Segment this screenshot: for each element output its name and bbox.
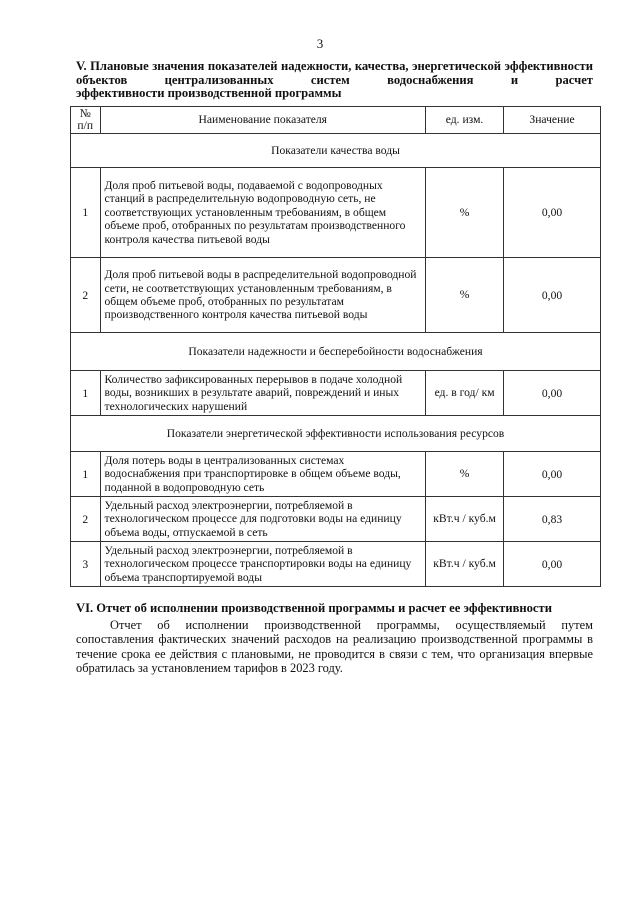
group-title: Показатели энергетической эффективности использования ресурсов [71, 416, 601, 452]
table-header-row [71, 107, 601, 134]
row-unit: кВт.ч / куб.м [426, 497, 504, 542]
row-name: Доля потерь воды в централизованных системах водоснабжения при транспортировке в общем объеме воды, поданной в водопроводную сеть [100, 452, 426, 497]
row-num: 1 [71, 371, 101, 416]
group-row-water-quality [71, 134, 601, 168]
row-unit: % [426, 168, 504, 258]
section-6-title: VI. Отчет об исполнении производственной программы и расчет ее эффективности [76, 601, 552, 615]
row-name: Доля проб питьевой воды, подаваемой с водопроводных станций в распределительную водопроводную сеть, не соответствующих установленным требованиям, в общем объеме проб, отобранных по результатам производственного контроля качества питьевой воды [100, 168, 426, 258]
header-value: Значение [504, 107, 601, 134]
section-5-title-main: V. Плановые значения показателей надежности, качества, энергетической эффективности объектов централизованных систем водоснабжения и расчет [76, 59, 593, 87]
row-name: Удельный расход электроэнергии, потребляемой в технологическом процессе транспортировки воды на единицу объема транспортируемой воды [100, 542, 426, 587]
row-name: Доля проб питьевой воды в распределительной водопроводной сети, не соответствующих установленным требованиям, в общем объеме проб, отобранных по результатам производственного контроля качества питьевой воды [100, 258, 426, 333]
indicators-table [70, 106, 601, 587]
table-row [71, 542, 601, 587]
row-num: 1 [71, 168, 101, 258]
table-row [71, 258, 601, 333]
row-unit: кВт.ч / куб.м [426, 542, 504, 587]
header-num: № п/п [71, 107, 101, 134]
row-num: 3 [71, 542, 101, 587]
group-row-energy-efficiency [71, 416, 601, 452]
row-num: 1 [71, 452, 101, 497]
table-row [71, 168, 601, 258]
table-row [71, 371, 601, 416]
row-unit: % [426, 452, 504, 497]
header-unit: ед. изм. [426, 107, 504, 134]
row-num: 2 [71, 497, 101, 542]
row-unit: ед. в год/ км [426, 371, 504, 416]
row-value: 0,83 [504, 497, 601, 542]
row-num: 2 [71, 258, 101, 333]
row-name: Количество зафиксированных перерывов в подаче холодной воды, возникших в результате аварий, повреждений и иных технологических нарушений [100, 371, 426, 416]
row-unit: % [426, 258, 504, 333]
group-title: Показатели надежности и бесперебойности водоснабжения [71, 333, 601, 371]
row-value: 0,00 [504, 542, 601, 587]
section-6-body: Отчет об исполнении производственной программы, осуществляемый путем сопоставления фактических значений расходов на реализацию производственной программы в течение срока ее действия с плановыми, не проводится в связи с тем, что организация впервые обратилась за установлением тарифов в 2023 году. [76, 618, 593, 676]
row-name: Удельный расход электроэнергии, потребляемой в технологическом процессе для подготовки воды на единицу объема воды, отпускаемой в сеть [100, 497, 426, 542]
group-title: Показатели качества воды [71, 134, 601, 168]
group-row-reliability [71, 333, 601, 371]
row-value: 0,00 [504, 452, 601, 497]
section-5-title-last-line: эффективности производственной программы [76, 86, 342, 101]
table-row [71, 497, 601, 542]
section-5-title [76, 60, 593, 101]
table-row [71, 452, 601, 497]
header-name: Наименование показателя [100, 107, 426, 134]
page-number: 3 [316, 36, 324, 51]
row-value: 0,00 [504, 371, 601, 416]
row-value: 0,00 [504, 258, 601, 333]
row-value: 0,00 [504, 168, 601, 258]
